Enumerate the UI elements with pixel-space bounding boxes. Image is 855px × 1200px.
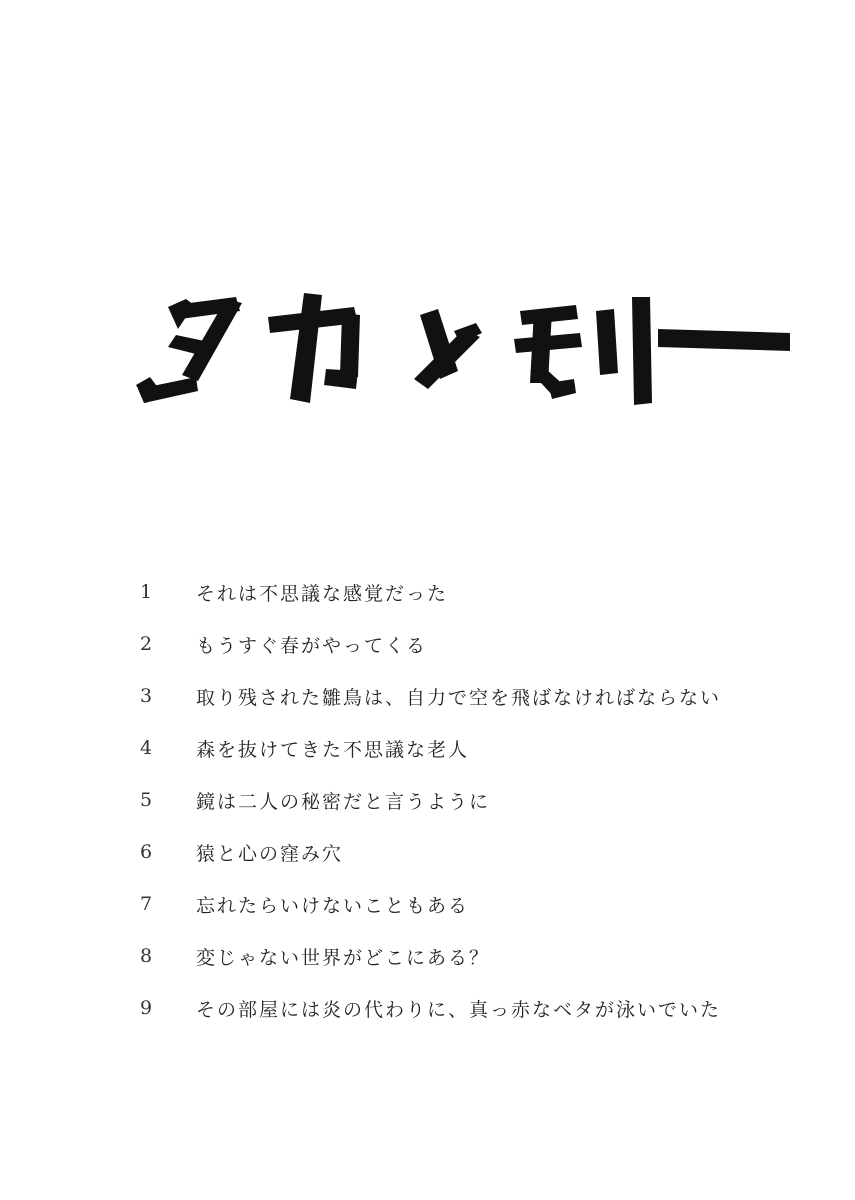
chapter-title: それは不思議な感覚だった [196, 582, 449, 605]
chapter-title: その部屋には炎の代わりに、真っ赤なベタが泳いでいた [196, 998, 722, 1021]
toc-row [140, 826, 820, 878]
chapter-number: 9 [140, 997, 153, 1019]
chapter-number: 6 [140, 841, 153, 863]
chapter-number: 8 [140, 945, 153, 967]
chapter-title: 森を抜けてきた不思議な老人 [196, 738, 470, 761]
chapter-number: 3 [140, 685, 153, 707]
title-logo [128, 285, 798, 425]
chapter-title: もうすぐ春がやってくる [196, 634, 428, 657]
chapter-number: 5 [140, 789, 153, 811]
chapter-title: 鏡は二人の秘密だと言うように [196, 790, 491, 813]
toc-row [140, 774, 820, 826]
toc-row [140, 878, 820, 930]
toc-row [140, 618, 820, 670]
chapter-number: 4 [140, 737, 153, 759]
toc-row [140, 722, 820, 774]
toc-row [140, 566, 820, 618]
chapter-title: 猿と心の窪み穴 [196, 842, 344, 865]
chapter-number: 2 [140, 633, 153, 655]
table-of-contents [140, 566, 820, 1034]
chapter-title: 変じゃない世界がどこにある？ [196, 946, 491, 969]
chapter-title: 忘れたらいけないこともある [196, 894, 470, 917]
chapter-number: 7 [140, 893, 153, 915]
toc-row [140, 670, 820, 722]
toc-row [140, 982, 820, 1034]
chapter-number: 1 [140, 581, 153, 603]
toc-row [140, 930, 820, 982]
chapter-title: 取り残された雛鳥は、自力で空を飛ばなければならない [196, 686, 722, 709]
